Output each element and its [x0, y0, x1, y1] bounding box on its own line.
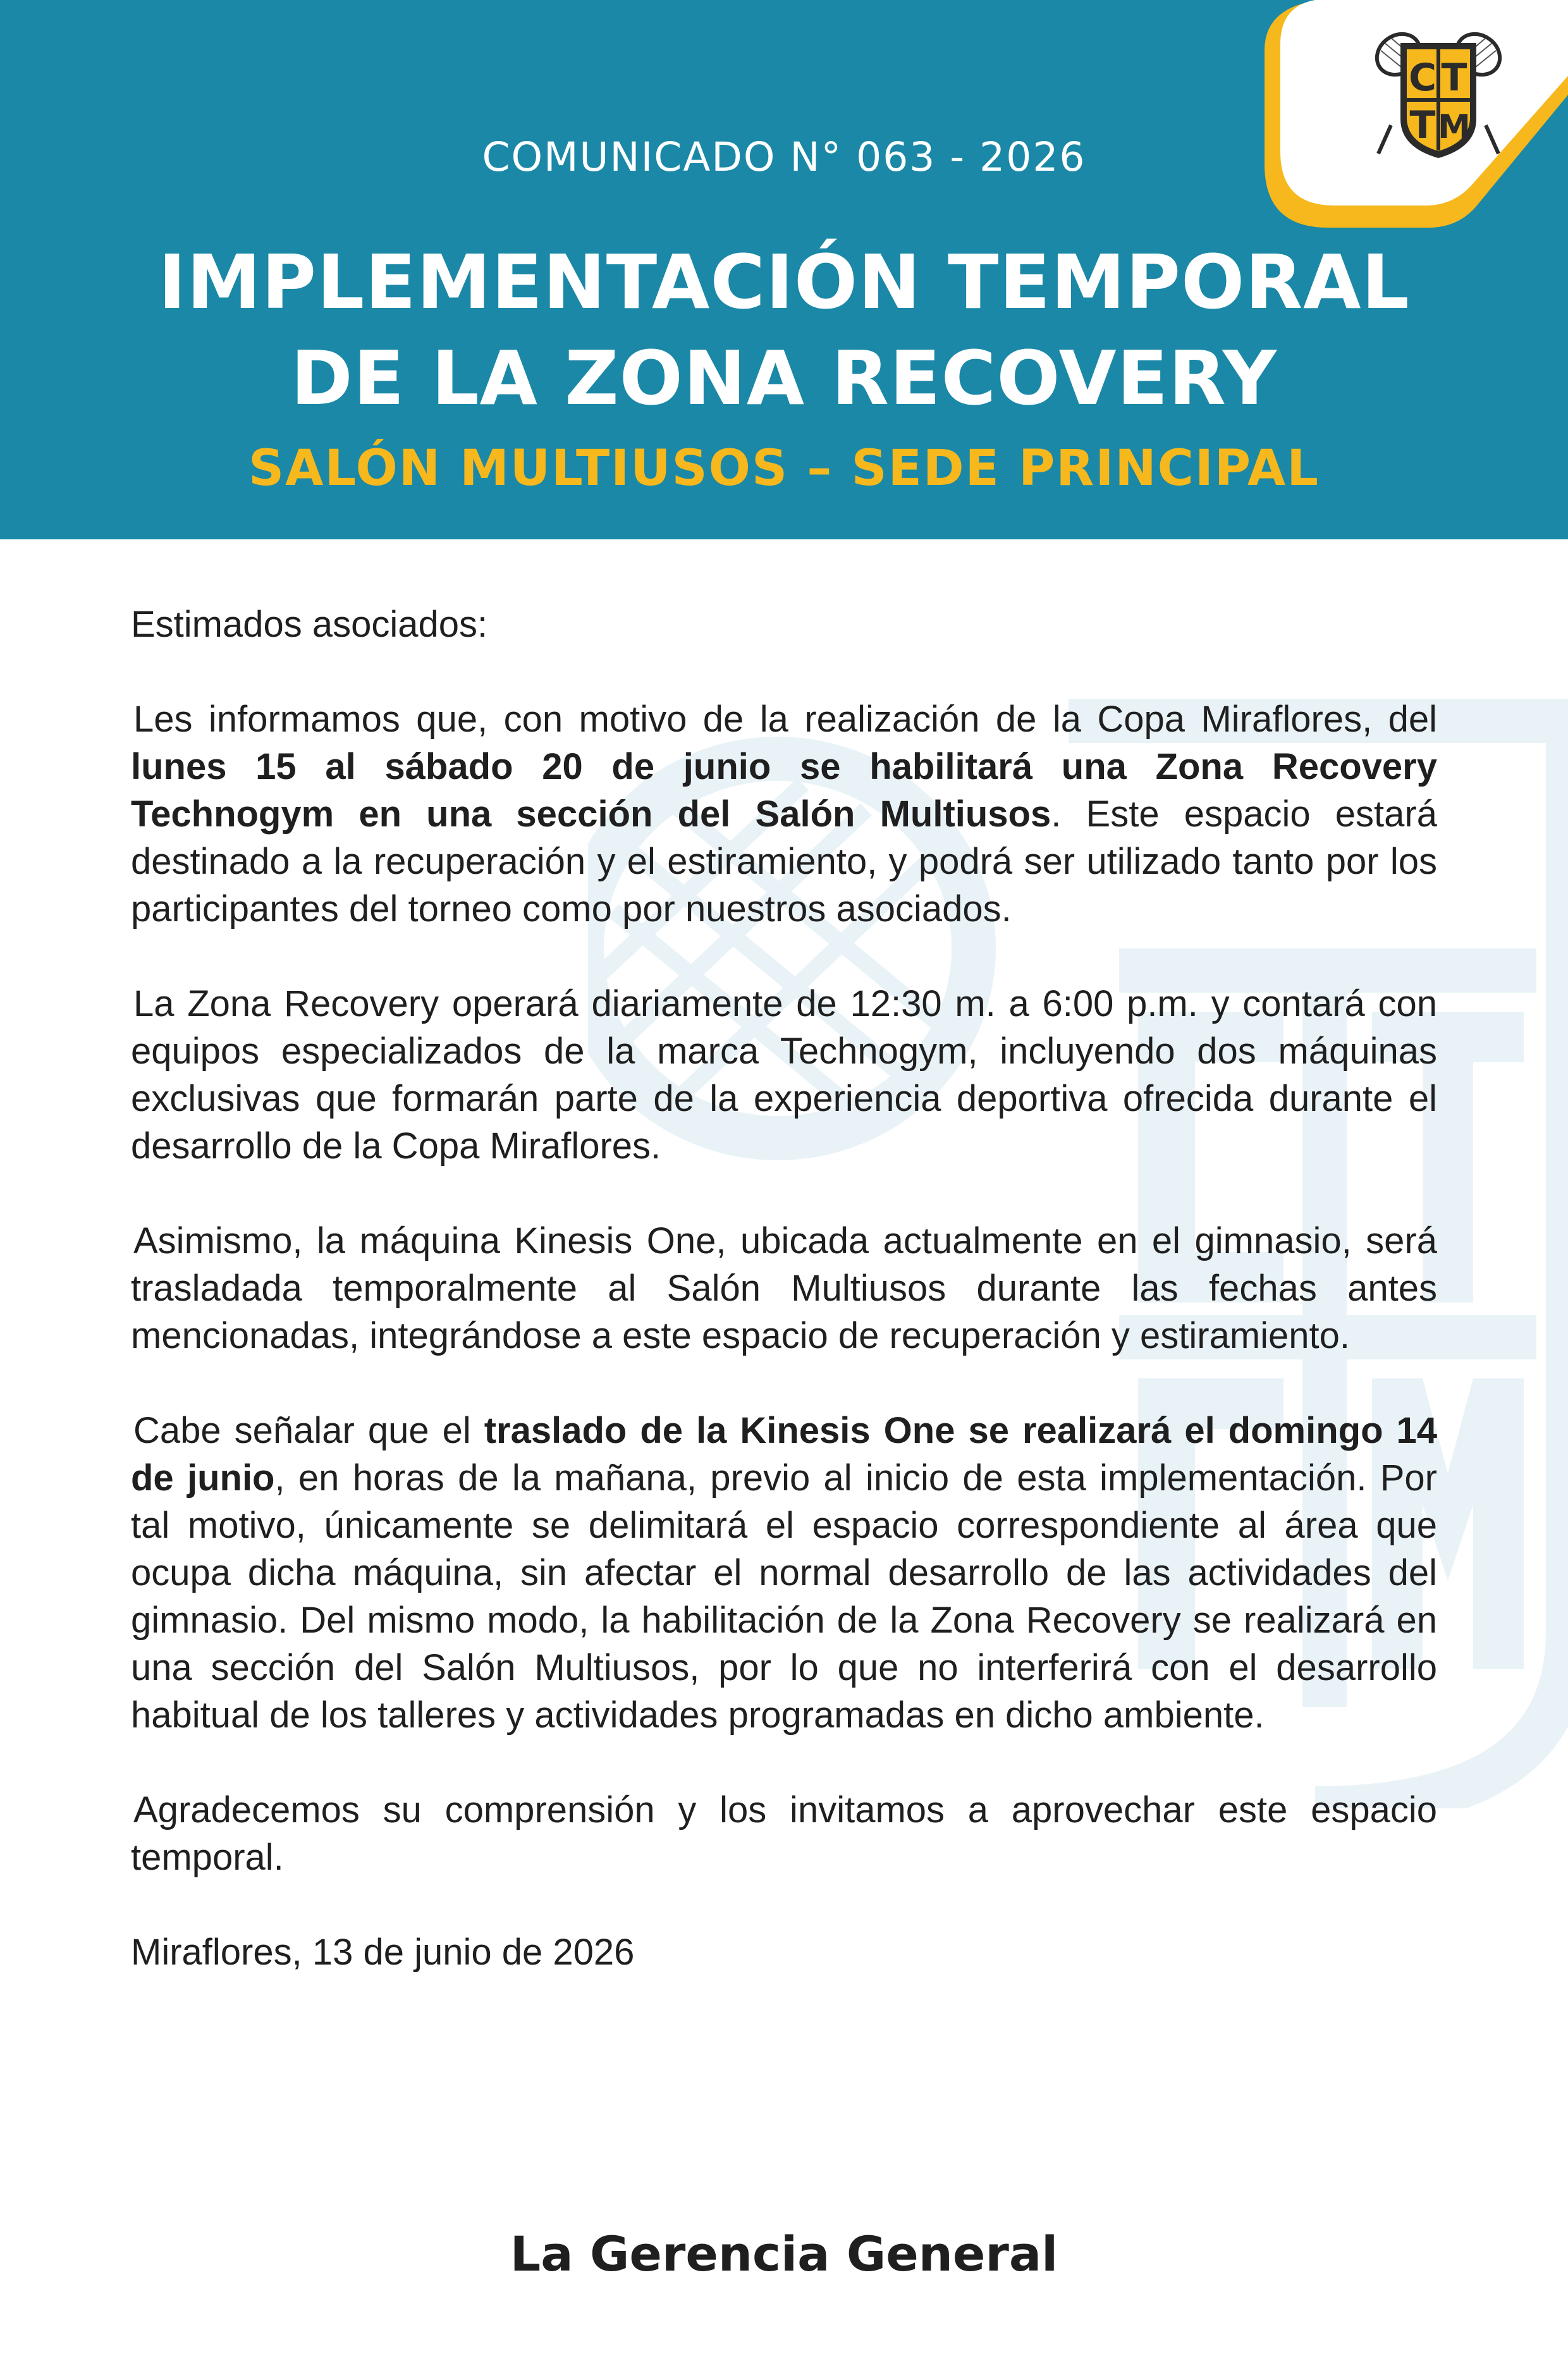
signature: La Gerencia General	[510, 2226, 1058, 2282]
paragraph-1-text-a: Les informamos que, con motivo de la realización de la Copa Miraflores, del	[133, 699, 1437, 740]
communique-body	[131, 601, 1437, 1976]
paragraph-1-text-b: . Este espacio estará destinado a la recuperación y el estiramiento, y podrá ser utilizado tanto por los participantes del torneo como por nuestros asociados.	[131, 794, 1437, 929]
paragraph-5: Agradecemos su comprensión y los invitamos a aprovechar este espacio temporal.	[131, 1789, 1437, 1878]
greeting: Estimados asociados:	[131, 604, 488, 645]
logo-letter-c: C	[1408, 56, 1437, 100]
paragraph-1-bold: lunes 15 al sábado 20 de junio se habilitará una Zona Recovery Technogym en una sección del Salón Multiusos	[131, 746, 1437, 835]
logo-letter-m: M	[1438, 108, 1471, 146]
place-date: Miraflores, 13 de junio de 2026	[131, 1932, 635, 1973]
paragraph-3: Asimismo, la máquina Kinesis One, ubicada actualmente en el gimnasio, será trasladada temporalmente al Salón Multiusos durante las fechas antes mencionadas, integrándose a este espacio de recuperación y estiramiento.	[131, 1220, 1437, 1356]
comunicado-number: COMUNICADO N° 063 - 2026	[482, 134, 1086, 180]
logo-letter-t2: T	[1409, 103, 1436, 147]
title-line-1: IMPLEMENTACIÓN TEMPORAL	[158, 238, 1410, 326]
page-title	[95, 234, 1473, 426]
header-banner	[0, 0, 1568, 539]
paragraph-1	[131, 696, 1437, 933]
paragraph-2: La Zona Recovery operará diariamente de 12:30 m. a 6:00 p.m. y contará con equipos especializados de la marca Technogym, incluyendo dos máquinas exclusivas que formarán parte de la experiencia deportiva ofrecida durante el desarrollo de la Copa Miraflores.	[131, 983, 1437, 1167]
page-subtitle: SALÓN MULTIUSOS – SEDE PRINCIPAL	[248, 440, 1320, 497]
paragraph-4	[131, 1407, 1437, 1739]
paragraph-4-text-a: Cabe señalar que el	[133, 1410, 484, 1451]
paragraph-4-text-b: , en horas de la mañana, previo al inicio de esta implementación. Por tal motivo, únicamente se delimitará el espacio correspondiente al área que ocupa dicha máquina, sin afectar el normal desarrollo de las actividades del gimnasio. Del mismo modo, la habilitación de la Zona Recovery se realizará en una sección del Salón Multiusos, por lo que no interferirá con el desarrollo habitual de los talleres y actividades programadas en dicho ambiente.	[131, 1457, 1437, 1736]
paragraph-4-bold: traslado de la Kinesis One se realizará el domingo 14 de junio	[131, 1410, 1437, 1499]
logo-letter-t1: T	[1441, 56, 1467, 100]
title-line-2: DE LA ZONA RECOVERY	[290, 334, 1278, 422]
